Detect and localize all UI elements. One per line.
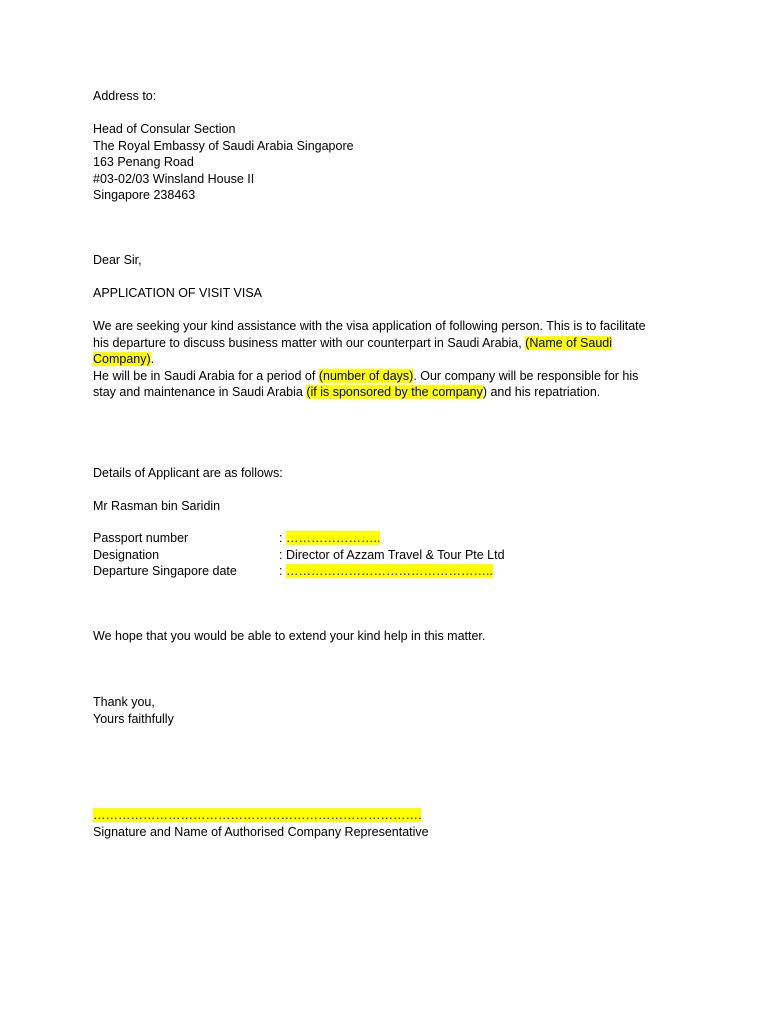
thanks-text: Thank you, [93,695,155,709]
placeholder-highlight: (number of days) [318,368,414,383]
signature-line: ……………………………………………………………………. [93,808,422,822]
sign-off-block [93,694,683,727]
address-line: Singapore 238463 [93,188,196,202]
signature-caption: Signature and Name of Authorised Company Representative [93,824,429,839]
address-line: #03-02/03 Winsland House II [93,171,255,186]
body-line: We are seeking your kind assistance with the visa application of following person. This is to facilitate [93,319,646,333]
designation-value: : Director of Azzam Travel & Tour Pte Ltd [279,547,505,562]
passport-value: ………………….. [285,531,381,545]
designation-label: Designation [93,547,160,562]
detail-row-passport: Passport number : ………………….. [93,531,381,545]
address-heading: Address to: [93,89,157,103]
departure-label: Departure Singapore date [93,564,237,578]
closing-request: We hope that you would be able to extend your kind help in this matter. [93,629,486,643]
sign-off-text: Yours faithfully [93,711,174,726]
signature-block [93,807,683,840]
applicant-name: Mr Rasman bin Saridin [93,499,221,513]
body-line: stay and maintenance in Saudi Arabia (if is sponsored by the company) and his repatriation. [93,385,601,399]
detail-row-departure: Departure Singapore date : ………………………………………….. [93,564,493,578]
body-line: He will be in Saudi Arabia for a period of (number of days). Our company will be responsible for his [93,368,639,383]
detail-row-designation [93,547,683,564]
address-line: Head of Consular Section [93,122,236,136]
salutation: Dear Sir, [93,253,142,267]
placeholder-highlight: (if is sponsored by the company [306,385,483,399]
body-paragraph [93,318,683,401]
subject-line: APPLICATION OF VISIT VISA [93,286,263,300]
address-line: 163 Penang Road [93,155,194,169]
body-line: his departure to discuss business matter with our counterpart in Saudi Arabia, (Name of Saudi [93,335,613,350]
placeholder-highlight: Company) [93,352,151,366]
departure-value: ………………………………………….. [285,564,493,578]
details-table [93,530,683,580]
address-block [93,88,683,204]
details-heading: Details of Applicant are as follows: [93,466,283,480]
placeholder-highlight: (Name of Saudi [525,335,613,350]
passport-label: Passport number [93,531,189,545]
body-line: Company). [93,352,155,366]
address-line: The Royal Embassy of Saudi Arabia Singapore [93,138,354,153]
